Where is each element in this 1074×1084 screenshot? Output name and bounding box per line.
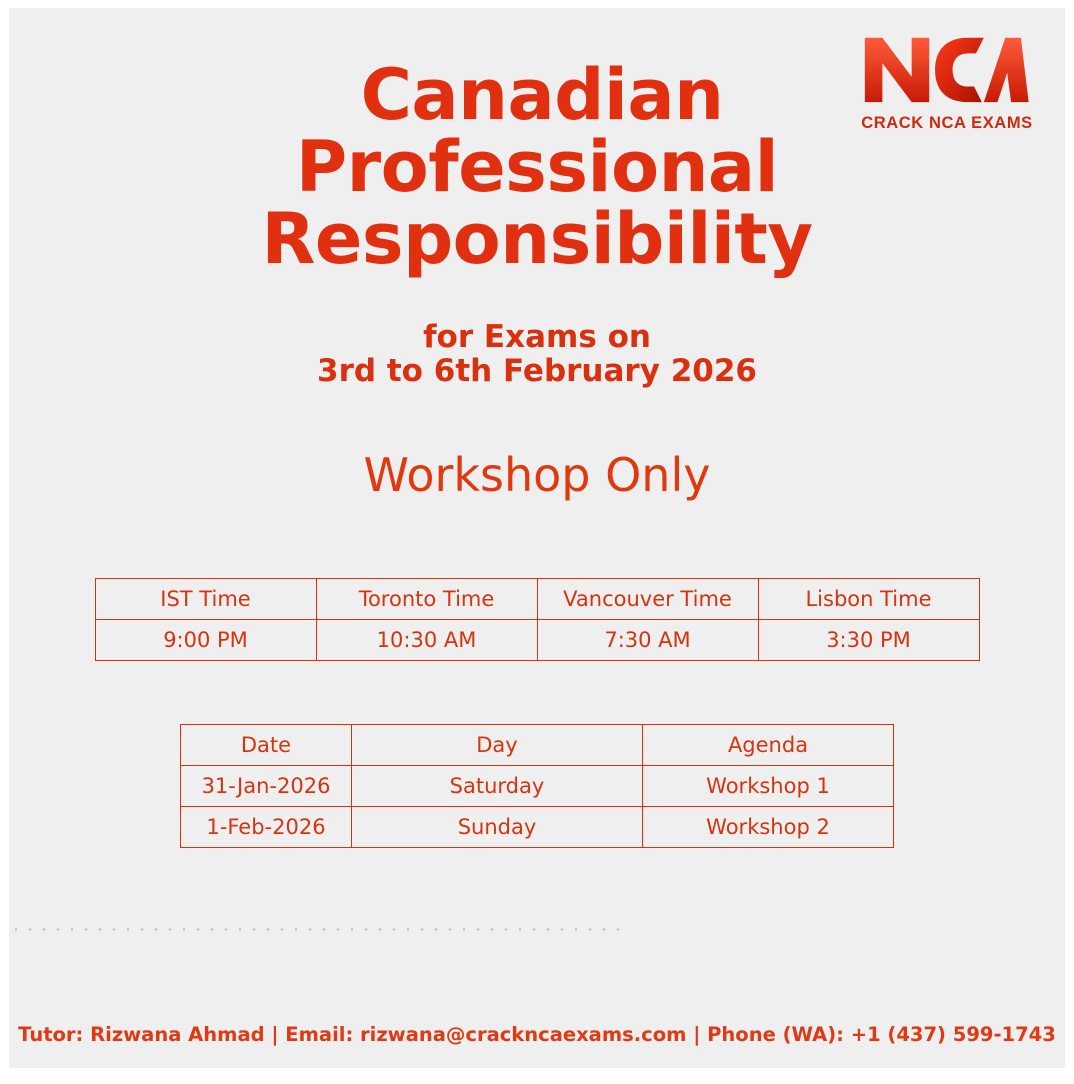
time-table-cell: 3:30 PM (758, 620, 979, 661)
subtitle (9, 320, 1065, 388)
footer-contact: Tutor: Rizwana Ahmad | Email: rizwana@crackncaexams.com | Phone (WA): +1 (437) 599-1743 (18, 1023, 1056, 1046)
dotted-divider (9, 928, 624, 931)
schedule-cell-date: 1-Feb-2026 (181, 807, 352, 848)
title-line-3: Responsibility (261, 198, 813, 280)
title-line-1: Canadian (360, 54, 724, 136)
schedule-cell-day: Saturday (352, 766, 643, 807)
schedule-cell-agenda: Workshop 1 (643, 766, 894, 807)
brand-logo-text: CRACK NCA EXAMS (861, 114, 1033, 132)
poster-canvas (9, 8, 1065, 1068)
schedule-cell-agenda: Workshop 2 (643, 807, 894, 848)
time-table (95, 578, 980, 661)
time-table-cell: 7:30 AM (537, 620, 758, 661)
subtitle-line-2: 3rd to 6th February 2026 (317, 353, 757, 390)
table-row (181, 725, 894, 766)
time-table-cell: 9:00 PM (95, 620, 316, 661)
time-table-header-cell: IST Time (95, 579, 316, 620)
time-table-header-cell: Lisbon Time (758, 579, 979, 620)
schedule-cell-date: 31-Jan-2026 (181, 766, 352, 807)
subtitle-line-1: for Exams on (423, 319, 651, 355)
schedule-table (180, 724, 894, 848)
time-table-container (9, 578, 1065, 661)
schedule-header-date: Date (181, 725, 352, 766)
time-table-cell: 10:30 AM (316, 620, 537, 661)
table-row (95, 620, 979, 661)
workshop-label: Workshop Only (363, 448, 711, 502)
table-row (95, 579, 979, 620)
schedule-header-day: Day (352, 725, 643, 766)
schedule-header-agenda: Agenda (643, 725, 894, 766)
schedule-cell-day: Sunday (352, 807, 643, 848)
page-title (9, 54, 1065, 280)
table-row (181, 807, 894, 848)
time-table-header-cell: Vancouver Time (537, 579, 758, 620)
schedule-table-container (9, 724, 1065, 848)
time-table-header-cell: Toronto Time (316, 579, 537, 620)
table-row (181, 766, 894, 807)
title-line-2: Professional (295, 126, 779, 208)
